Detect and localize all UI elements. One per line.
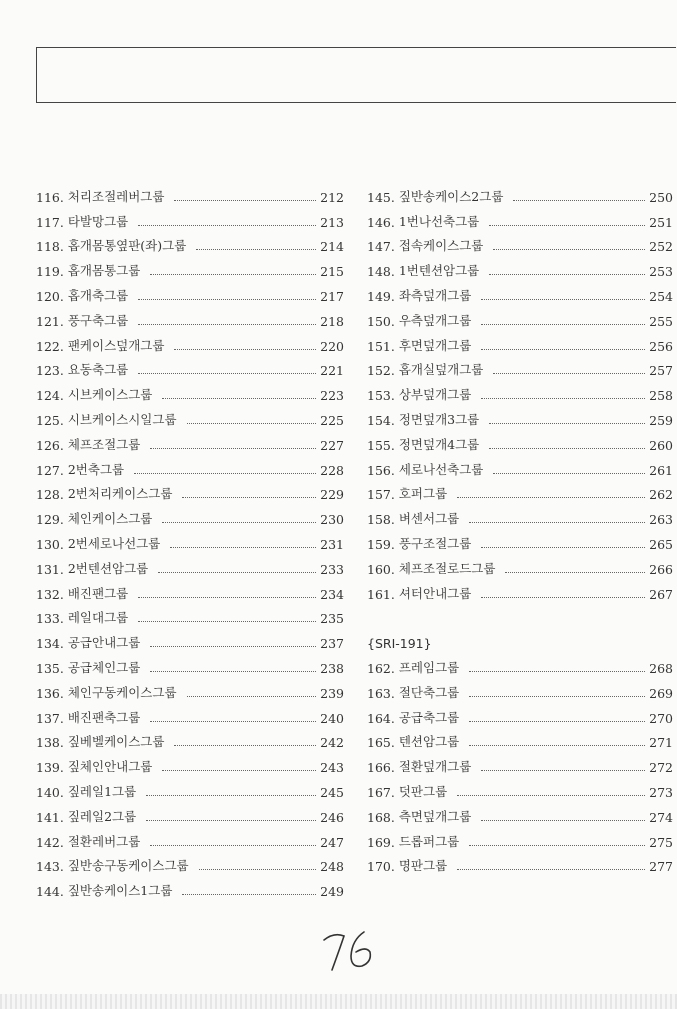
entry-number: 148. [367, 264, 395, 280]
toc-entry [36, 850, 344, 875]
dot-leader [138, 299, 316, 300]
entry-page: 229 [320, 487, 344, 503]
dot-leader [150, 274, 316, 275]
entry-title: 짚체인안내그룹 [67, 759, 153, 775]
dot-leader [174, 200, 316, 201]
entry-number: 155. [367, 437, 395, 453]
entry-title: 홉개축그룹 [67, 287, 129, 303]
entry-title: 짚반송케이스2그룹 [398, 188, 504, 204]
entry-page: 233 [320, 561, 344, 577]
entry-title: 프레임그룹 [398, 659, 460, 675]
dot-leader [469, 745, 645, 746]
toc-entry [36, 478, 344, 503]
dot-leader [481, 820, 645, 821]
toc-entry [367, 502, 673, 527]
entry-number: 127. [36, 462, 64, 478]
toc-entry [36, 676, 344, 701]
entry-title: 짚레일1그룹 [67, 783, 137, 799]
entry-number: 158. [367, 512, 395, 528]
toc-entry [36, 775, 344, 800]
toc-entry [367, 552, 673, 577]
entry-title: 시브케이스시일그룹 [67, 411, 177, 427]
dot-leader [182, 497, 316, 498]
entry-number: 169. [367, 834, 395, 850]
entry-title: 레일대그룹 [67, 610, 129, 626]
toc-entry [36, 205, 344, 230]
entry-number: 137. [36, 710, 64, 726]
entry-page: 237 [320, 636, 344, 652]
entry-page: 253 [649, 264, 673, 280]
entry-title: 접속케이스그룹 [398, 238, 484, 254]
dot-leader [150, 646, 316, 647]
entry-number: 165. [367, 735, 395, 751]
entry-number: 132. [36, 586, 64, 602]
entry-number: 150. [367, 313, 395, 329]
dot-leader [469, 721, 645, 722]
dot-leader [150, 448, 316, 449]
entry-number: 139. [36, 760, 64, 776]
entry-number: 153. [367, 388, 395, 404]
toc-right-column [367, 180, 673, 874]
entry-page: 273 [649, 784, 673, 800]
entry-page: 275 [649, 834, 673, 850]
toc-entry [36, 403, 344, 428]
dot-leader [199, 869, 317, 870]
dot-leader [481, 324, 645, 325]
entry-title: 짚레일2그룹 [67, 808, 137, 824]
dot-leader [162, 770, 316, 771]
dot-leader [150, 845, 316, 846]
entry-number: 120. [36, 288, 64, 304]
toc-entry [36, 602, 344, 627]
entry-number: 136. [36, 685, 64, 701]
entry-page: 228 [320, 462, 344, 478]
entry-page: 277 [649, 859, 673, 875]
dot-leader [162, 522, 316, 523]
toc-entry [367, 750, 673, 775]
entry-number: 145. [367, 189, 395, 205]
entry-title: 1번나선축그룹 [398, 213, 480, 229]
entry-page: 245 [320, 784, 344, 800]
entry-page: 265 [649, 536, 673, 552]
toc-entry [36, 329, 344, 354]
entry-number: 133. [36, 611, 64, 627]
entry-page: 230 [320, 512, 344, 528]
toc-entry [367, 577, 673, 602]
entry-number: 128. [36, 487, 64, 503]
entry-page: 243 [320, 760, 344, 776]
entry-number: 144. [36, 884, 64, 900]
dot-leader [158, 572, 316, 573]
entry-page: 248 [320, 859, 344, 875]
entry-page: 246 [320, 809, 344, 825]
entry-number: 134. [36, 636, 64, 652]
entry-title: 팬케이스덮개그룹 [67, 337, 165, 353]
dot-leader [481, 349, 645, 350]
entry-page: 269 [649, 685, 673, 701]
toc-entry [367, 279, 673, 304]
entry-number: 164. [367, 710, 395, 726]
entry-number: 143. [36, 859, 64, 875]
entry-page: 212 [320, 189, 344, 205]
entry-number: 117. [36, 214, 64, 230]
entry-title: 좌측덮개그룹 [398, 287, 472, 303]
entry-number: 129. [36, 512, 64, 528]
entry-title: 절환덮개그룹 [398, 759, 472, 775]
entry-page: 235 [320, 611, 344, 627]
entry-number: 163. [367, 685, 395, 701]
toc-entry [36, 552, 344, 577]
entry-title: 드롭퍼그룹 [398, 833, 460, 849]
dot-leader [481, 299, 645, 300]
entry-page: 249 [320, 884, 344, 900]
dot-leader [457, 869, 645, 870]
dot-leader [196, 249, 316, 250]
entry-page: 220 [320, 338, 344, 354]
entry-title: 홉개실덮개그룹 [398, 362, 484, 378]
entry-title: 체인구동케이스그룹 [67, 684, 177, 700]
entry-title: 풍구조절그룹 [398, 535, 472, 551]
entry-page: 234 [320, 586, 344, 602]
toc-entry [36, 701, 344, 726]
entry-page: 242 [320, 735, 344, 751]
dot-leader [481, 597, 645, 598]
toc-entry [367, 354, 673, 379]
scan-edge [0, 994, 677, 1009]
dot-leader [138, 225, 316, 226]
toc-entry [36, 825, 344, 850]
toc-entry [367, 676, 673, 701]
toc-left-column [36, 180, 344, 899]
entry-page: 260 [649, 437, 673, 453]
entry-number: 168. [367, 809, 395, 825]
entry-title: 체인케이스그룹 [67, 511, 153, 527]
entry-title: 요동축그룹 [67, 362, 129, 378]
entry-page: 261 [649, 462, 673, 478]
toc-entry [36, 180, 344, 205]
toc-entry [367, 205, 673, 230]
entry-title: 명판그룹 [398, 858, 448, 874]
dot-leader [469, 671, 645, 672]
entry-title: 2번처리케이스그룹 [67, 486, 173, 502]
dot-leader [146, 795, 316, 796]
entry-number: 149. [367, 288, 395, 304]
entry-page: 247 [320, 834, 344, 850]
entry-page: 270 [649, 710, 673, 726]
entry-title: 절단축그룹 [398, 684, 460, 700]
entry-title: 공급축그룹 [398, 709, 460, 725]
entry-title: 공급체인그룹 [67, 659, 141, 675]
toc-entry [36, 800, 344, 825]
entry-number: 116. [36, 189, 64, 205]
entry-page: 266 [649, 561, 673, 577]
entry-number: 123. [36, 363, 64, 379]
toc-entry [367, 428, 673, 453]
entry-number: 140. [36, 784, 64, 800]
toc-entry [367, 254, 673, 279]
entry-page: 251 [649, 214, 673, 230]
entry-page: 238 [320, 660, 344, 676]
dot-leader [489, 274, 645, 275]
dot-leader [469, 522, 645, 523]
dot-leader [138, 373, 316, 374]
dot-leader [170, 547, 316, 548]
entry-page: 262 [649, 487, 673, 503]
entry-number: 135. [36, 660, 64, 676]
toc-entry [367, 329, 673, 354]
entry-title: 체프조절로드그룹 [398, 560, 496, 576]
toc-entry [367, 775, 673, 800]
entry-number: 162. [367, 660, 395, 676]
dot-leader [138, 621, 316, 622]
entry-number: 146. [367, 214, 395, 230]
entry-number: 166. [367, 760, 395, 776]
dot-leader [162, 398, 316, 399]
toc-entry [36, 502, 344, 527]
entry-title: 풍구축그룹 [67, 312, 129, 328]
entry-page: 227 [320, 437, 344, 453]
toc-entry [36, 453, 344, 478]
dot-leader [489, 423, 645, 424]
entry-page: 257 [649, 363, 673, 379]
entry-page: 255 [649, 313, 673, 329]
toc-entry [36, 304, 344, 329]
entry-title: 세로나선축그룹 [398, 461, 484, 477]
entry-title: 배진팬축그룹 [67, 709, 141, 725]
entry-title: 정면덮개4그룹 [398, 436, 480, 452]
dot-leader [134, 473, 316, 474]
entry-page: 240 [320, 710, 344, 726]
toc-entry [36, 254, 344, 279]
entry-number: 121. [36, 313, 64, 329]
entry-number: 119. [36, 264, 64, 280]
dot-leader [146, 820, 316, 821]
entry-number: 152. [367, 363, 395, 379]
toc-entry [367, 651, 673, 676]
entry-number: 141. [36, 809, 64, 825]
entry-title: 셔터안내그룹 [398, 585, 472, 601]
section-label: {SRI-191} [367, 636, 432, 652]
entry-title: 2번세로나선그룹 [67, 535, 161, 551]
entry-title: 홉개몸통그룹 [67, 263, 141, 279]
toc-entry [36, 577, 344, 602]
entry-page: 267 [649, 586, 673, 602]
entry-title: 1번텐션암그룹 [398, 263, 480, 279]
entry-page: 231 [320, 536, 344, 552]
entry-title: 벼센서그룹 [398, 511, 460, 527]
entry-number: 160. [367, 561, 395, 577]
dot-leader [187, 423, 317, 424]
toc-entry [367, 800, 673, 825]
dot-leader [481, 770, 645, 771]
entry-page: 239 [320, 685, 344, 701]
toc-entry [367, 304, 673, 329]
toc-entry [367, 726, 673, 751]
entry-title: 후면덮개그룹 [398, 337, 472, 353]
toc-entry [36, 651, 344, 676]
toc-entry [36, 354, 344, 379]
dot-leader [469, 845, 645, 846]
entry-number: 154. [367, 412, 395, 428]
entry-page: 258 [649, 388, 673, 404]
entry-number: 118. [36, 239, 64, 255]
entry-number: 161. [367, 586, 395, 602]
toc-entry [36, 378, 344, 403]
entry-title: 배진팬그룹 [67, 585, 129, 601]
entry-number: 142. [36, 834, 64, 850]
entry-title: 호퍼그룹 [398, 486, 448, 502]
entry-number: 124. [36, 388, 64, 404]
entry-page: 250 [649, 189, 673, 205]
toc-entry [367, 527, 673, 552]
entry-page: 225 [320, 412, 344, 428]
entry-title: 시브케이스그룹 [67, 387, 153, 403]
toc-entry [367, 825, 673, 850]
entry-page: 221 [320, 363, 344, 379]
entry-title: 덧판그룹 [398, 783, 448, 799]
entry-title: 공급안내그룹 [67, 635, 141, 651]
entry-number: 157. [367, 487, 395, 503]
toc-entry [36, 527, 344, 552]
header-box [36, 47, 676, 103]
entry-page: 223 [320, 388, 344, 404]
toc-entry [367, 478, 673, 503]
toc-entry [36, 750, 344, 775]
entry-title: 2번텐션암그룹 [67, 560, 149, 576]
dot-leader [493, 249, 645, 250]
toc-entry [36, 428, 344, 453]
dot-leader [513, 200, 645, 201]
entry-number: 125. [36, 412, 64, 428]
entry-number: 138. [36, 735, 64, 751]
entry-page: 252 [649, 239, 673, 255]
dot-leader [187, 696, 317, 697]
dot-leader [150, 721, 316, 722]
dot-leader [489, 448, 645, 449]
entry-title: 타발망그룹 [67, 213, 129, 229]
entry-page: 218 [320, 313, 344, 329]
entry-page: 271 [649, 735, 673, 751]
dot-leader [489, 225, 645, 226]
dot-leader [182, 894, 316, 895]
entry-number: 170. [367, 859, 395, 875]
entry-number: 151. [367, 338, 395, 354]
toc-entry [36, 279, 344, 304]
entry-title: 처리조절레버그룹 [67, 188, 165, 204]
toc-entry [36, 874, 344, 899]
entry-number: 167. [367, 784, 395, 800]
toc-entry [367, 230, 673, 255]
entry-title: 절환레버그룹 [67, 833, 141, 849]
toc-entry [367, 378, 673, 403]
entry-page: 268 [649, 660, 673, 676]
dot-leader [138, 324, 316, 325]
entry-title: 체프조절그룹 [67, 436, 141, 452]
entry-number: 130. [36, 536, 64, 552]
toc-entry [36, 230, 344, 255]
toc-entry [36, 726, 344, 751]
entry-number: 147. [367, 239, 395, 255]
dot-leader [174, 349, 316, 350]
entry-number: 159. [367, 536, 395, 552]
entry-title: 짚반송케이스1그룹 [67, 883, 173, 899]
entry-page: 213 [320, 214, 344, 230]
dot-leader [493, 473, 645, 474]
entry-page: 263 [649, 512, 673, 528]
dot-leader [457, 497, 645, 498]
dot-leader [138, 597, 316, 598]
entry-page: 259 [649, 412, 673, 428]
dot-leader [481, 398, 645, 399]
dot-leader [174, 745, 316, 746]
toc-entry [367, 850, 673, 875]
entry-title: 우측덮개그룹 [398, 312, 472, 328]
dot-leader [469, 696, 645, 697]
entry-title: 2번축그룹 [67, 461, 125, 477]
entry-title: 텐션암그룹 [398, 734, 460, 750]
entry-page: 217 [320, 288, 344, 304]
dot-leader [505, 572, 645, 573]
entry-title: 홉개몸통옆판(좌)그룹 [67, 238, 187, 254]
entry-number: 131. [36, 561, 64, 577]
toc-entry [367, 180, 673, 205]
entry-number: 122. [36, 338, 64, 354]
toc-entry [367, 701, 673, 726]
entry-title: 상부덮개그룹 [398, 387, 472, 403]
entry-page: 215 [320, 264, 344, 280]
entry-page: 256 [649, 338, 673, 354]
entry-page: 214 [320, 239, 344, 255]
entry-page: 254 [649, 288, 673, 304]
entry-title: 정면덮개3그룹 [398, 411, 480, 427]
entry-title: 짚반송구동케이스그룹 [67, 858, 189, 874]
toc-entry [36, 626, 344, 651]
entry-number: 156. [367, 462, 395, 478]
dot-leader [457, 795, 645, 796]
toc-entry [367, 403, 673, 428]
dot-leader [493, 373, 645, 374]
dot-leader [481, 547, 645, 548]
toc-entry [367, 453, 673, 478]
entry-title: 짚베벨케이스그룹 [67, 734, 165, 750]
entry-page: 274 [649, 809, 673, 825]
entry-page: 272 [649, 760, 673, 776]
handwritten-page-number [318, 926, 388, 976]
entry-number: 126. [36, 437, 64, 453]
dot-leader [150, 671, 316, 672]
entry-title: 측면덮개그룹 [398, 808, 472, 824]
